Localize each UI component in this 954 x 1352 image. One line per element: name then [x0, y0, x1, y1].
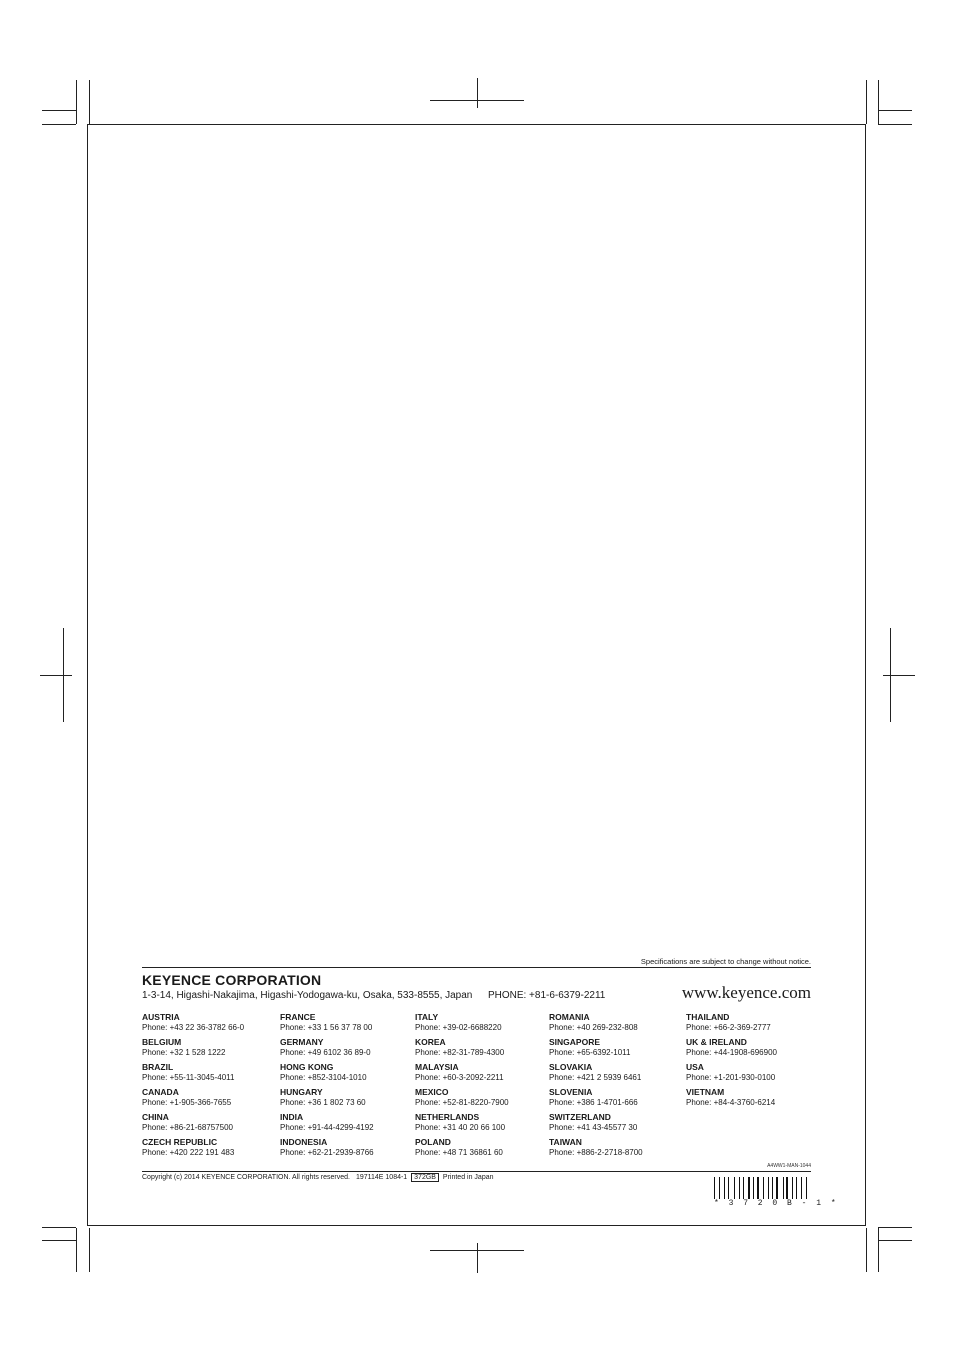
office-country: HONG KONG: [280, 1062, 334, 1072]
office-country: CANADA: [142, 1087, 179, 1097]
office-country: CZECH REPUBLIC: [142, 1137, 218, 1147]
office-phone: Phone: +1-905-366-7655: [142, 1098, 232, 1107]
barcode-bar: [784, 1177, 785, 1199]
office-entry: [415, 1062, 550, 1087]
barcode-bar: [714, 1177, 715, 1199]
barcode-bar: [724, 1177, 725, 1199]
barcode: [714, 1177, 811, 1199]
office-country: ROMANIA: [549, 1012, 590, 1022]
document-code: A4WW1-MAN-1044: [767, 1163, 811, 1169]
barcode-bar: [776, 1177, 778, 1199]
barcode-bar: [719, 1177, 721, 1199]
barcode-bar: [751, 1177, 752, 1199]
barcode-bar: [775, 1177, 776, 1199]
office-country: INDIA: [280, 1112, 304, 1122]
barcode-bar: [755, 1177, 756, 1199]
office-entry: [280, 1112, 415, 1137]
office-phone: Phone: +40 269-232-808: [549, 1023, 638, 1032]
office-entry: [142, 1012, 277, 1037]
barcode-bar: [746, 1177, 747, 1199]
office-country: BRAZIL: [142, 1062, 174, 1072]
office-phone: Phone: +60-3-2092-2211: [415, 1073, 504, 1082]
office-phone: Phone: +86-21-68757500: [142, 1123, 233, 1132]
barcode-bar: [763, 1177, 764, 1199]
barcode-bar: [761, 1177, 762, 1199]
office-country: POLAND: [415, 1137, 451, 1147]
office-entry: [415, 1087, 550, 1112]
barcode-bar: [717, 1177, 718, 1199]
barcode-bar: [739, 1177, 740, 1199]
office-entry: [142, 1087, 277, 1112]
office-phone: Phone: +43 22 36-3782 66-0: [142, 1023, 245, 1032]
barcode-bar: [757, 1177, 759, 1199]
copyright-line: [142, 1174, 494, 1181]
office-country: FRANCE: [280, 1012, 316, 1022]
office-entry: [686, 1037, 821, 1062]
office-phone: Phone: +886-2-2718-8700: [549, 1148, 643, 1157]
office-entry: [415, 1012, 550, 1037]
office-phone: Phone: +36 1 802 73 60: [280, 1098, 366, 1107]
office-country: CHINA: [142, 1112, 169, 1122]
office-entry: [686, 1012, 821, 1037]
office-country: SLOVAKIA: [549, 1062, 593, 1072]
office-phone: Phone: +44-1908-696900: [686, 1048, 777, 1057]
barcode-bar: [748, 1177, 750, 1199]
office-entry: [142, 1062, 277, 1087]
office-country: BELGIUM: [142, 1037, 182, 1047]
barcode-bar: [736, 1177, 737, 1199]
barcode-bar: [790, 1177, 791, 1199]
office-phone: Phone: +33 1 56 37 78 00: [280, 1023, 373, 1032]
office-country: SWITZERLAND: [549, 1112, 611, 1122]
office-entry: [686, 1062, 821, 1087]
barcode-bar: [770, 1177, 771, 1199]
office-entry: [549, 1137, 684, 1162]
office-phone: Phone: +48 71 36861 60: [415, 1148, 503, 1157]
top-divider: [142, 967, 811, 968]
office-entry: [280, 1062, 415, 1087]
barcode-bar: [786, 1177, 788, 1199]
office-country: THAILAND: [686, 1012, 730, 1022]
office-country: INDONESIA: [280, 1137, 328, 1147]
document-numbers: 197114E 1084-1: [355, 1174, 408, 1181]
office-phone: Phone: +1-201-930-0100: [686, 1073, 776, 1082]
office-phone: Phone: +66-2-369-2777: [686, 1023, 771, 1032]
office-phone: Phone: +55-11-3045-4011: [142, 1073, 235, 1082]
barcode-bar: [798, 1177, 800, 1199]
office-column-1: [142, 1012, 277, 1162]
office-country: MALAYSIA: [415, 1062, 459, 1072]
company-name: KEYENCE CORPORATION: [142, 972, 322, 988]
office-phone: Phone: +49 6102 36 89-0: [280, 1048, 371, 1057]
company-address: 1-3-14, Higashi-Nakajima, Higashi-Yodogawa-ku, Osaka, 533-8555, Japan: [142, 990, 473, 1001]
barcode-bar: [783, 1177, 784, 1199]
barcode-bar: [741, 1177, 743, 1199]
office-phone: Phone: +91-44-4299-4192: [280, 1123, 374, 1132]
office-country: VIETNAM: [686, 1087, 725, 1097]
office-country: AUSTRIA: [142, 1012, 180, 1022]
office-column-3: [415, 1012, 550, 1162]
office-country: MEXICO: [415, 1087, 449, 1097]
office-country: USA: [686, 1062, 704, 1072]
office-phone: Phone: +421 2 5939 6461: [549, 1073, 642, 1082]
office-phone: Phone: +32 1 528 1222: [142, 1048, 226, 1057]
office-entry: [280, 1012, 415, 1037]
barcode-text: * 3 7 2 0 B - 1 *: [714, 1199, 839, 1208]
barcode-bar: [808, 1177, 809, 1199]
office-country: NETHERLANDS: [415, 1112, 480, 1122]
barcode-bar: [753, 1177, 754, 1199]
office-phone: Phone: +52-81-8220-7900: [415, 1098, 509, 1107]
barcode-bar: [804, 1177, 806, 1199]
barcode-bar: [726, 1177, 727, 1199]
barcode-bar: [768, 1177, 769, 1199]
office-phone: Phone: +420 222 191 483: [142, 1148, 235, 1157]
printed-in: Printed in Japan: [442, 1174, 494, 1181]
barcode-bar: [794, 1177, 795, 1199]
office-column-4: [549, 1012, 684, 1162]
boxed-code: 372GB: [411, 1173, 439, 1182]
office-phone: Phone: +84-4-3760-6214: [686, 1098, 776, 1107]
barcode-bar: [728, 1177, 730, 1199]
office-entry: [415, 1112, 550, 1137]
website-link[interactable]: www.keyence.com: [681, 983, 811, 1002]
office-entry: [280, 1087, 415, 1112]
office-phone: Phone: +62-21-2939-8766: [280, 1148, 374, 1157]
office-phone: Phone: +65-6392-1011: [549, 1048, 631, 1057]
office-entry: [280, 1037, 415, 1062]
office-column-5: [686, 1012, 821, 1112]
barcode-bar: [796, 1177, 797, 1199]
office-entry: [415, 1137, 550, 1162]
office-entry: [686, 1087, 821, 1112]
office-country: GERMANY: [280, 1037, 324, 1047]
office-phone: Phone: +386 1-4701-666: [549, 1098, 638, 1107]
office-phone: Phone: +41 43-45577 30: [549, 1123, 638, 1132]
barcode-bar: [721, 1177, 722, 1199]
office-entry: [549, 1062, 684, 1087]
office-entry: [142, 1112, 277, 1137]
office-country: TAIWAN: [549, 1137, 582, 1147]
spec-notice: Specifications are subject to change without notice.: [640, 957, 811, 966]
office-entry: [142, 1037, 277, 1062]
office-entry: [142, 1137, 277, 1162]
barcode-bar: [764, 1177, 766, 1199]
office-entry: [280, 1137, 415, 1162]
office-entry: [549, 1112, 684, 1137]
barcode-bar: [734, 1177, 735, 1199]
office-country: UK & IRELAND: [686, 1037, 747, 1047]
barcode-bar: [792, 1177, 793, 1199]
office-column-2: [280, 1012, 415, 1162]
office-country: HUNGARY: [280, 1087, 323, 1097]
office-entry: [549, 1087, 684, 1112]
copyright-text: Copyright (c) 2014 KEYENCE CORPORATION. All rights reserved.: [142, 1174, 350, 1181]
office-phone: Phone: +31 40 20 66 100: [415, 1123, 506, 1132]
office-country: KOREA: [415, 1037, 446, 1047]
bottom-divider: [142, 1171, 811, 1172]
barcode-bar: [731, 1177, 733, 1199]
office-entry: [549, 1012, 684, 1037]
company-phone: PHONE: +81-6-6379-2211: [487, 990, 606, 1001]
office-phone: Phone: +852-3104-1010: [280, 1073, 367, 1082]
barcode-bar: [779, 1177, 781, 1199]
office-phone: Phone: +82-31-789-4300: [415, 1048, 505, 1057]
barcode-bar: [743, 1177, 744, 1199]
office-country: SINGAPORE: [549, 1037, 601, 1047]
office-country: ITALY: [415, 1012, 439, 1022]
barcode-bar: [806, 1177, 807, 1199]
office-entry: [549, 1037, 684, 1062]
barcode-bar: [772, 1177, 773, 1199]
barcode-bar: [801, 1177, 802, 1199]
office-country: SLOVENIA: [549, 1087, 593, 1097]
company-address-line: [142, 990, 605, 1001]
office-entry: [415, 1037, 550, 1062]
office-phone: Phone: +39-02-6688220: [415, 1023, 502, 1032]
